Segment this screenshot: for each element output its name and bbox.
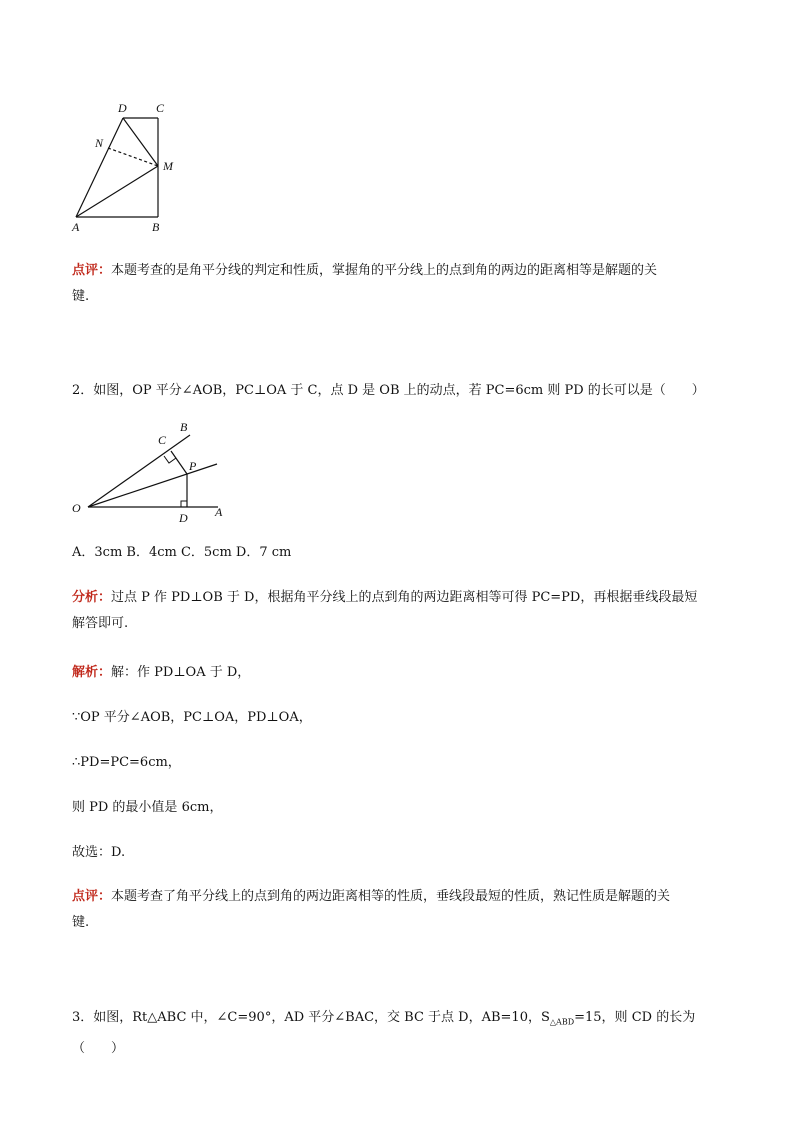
q3-stem-part2: =15，则 CD 的长为（ ） (72, 1010, 696, 1056)
solution-line2: ∵OP 平分∠AOB，PC⊥OA，PD⊥OA， (72, 710, 312, 725)
label-A: A (215, 505, 223, 519)
solution-line1: 解：作 PD⊥OA 于 D， (111, 665, 251, 680)
label-B: B (180, 420, 188, 434)
label-D: D (179, 511, 188, 525)
comment-text-line1: 本题考查的是角平分线的判定和性质，掌握角的平分线上的点到角的两边的距离相等是解题的关 (111, 263, 658, 278)
label-C: C (156, 101, 165, 115)
question-3-stem (72, 1005, 722, 1062)
question-2-options: A．3cm B．4cm C．5cm D．7 cm (72, 545, 292, 560)
question-2-analysis (72, 585, 722, 637)
solution-line5: 故选：D. (72, 845, 126, 860)
label-A: A (72, 220, 80, 234)
solution-label: 解析： (72, 665, 112, 680)
segment-DM (123, 118, 158, 166)
question-2-solution (72, 660, 722, 686)
ray-OB (88, 435, 190, 507)
comment-2-line1: 本题考查了角平分线上的点到角的两边距离相等的性质，垂线段最短的性质，熟记性质是解题的关 (111, 889, 671, 904)
comment-label: 点评： (72, 263, 112, 278)
solution-line3: ∴PD=PC=6cm， (72, 755, 181, 770)
label-O: O (72, 501, 81, 515)
label-M: M (163, 159, 173, 173)
figure-quadrilateral (60, 95, 190, 235)
analysis-label: 分析： (72, 590, 112, 605)
segment-PC (171, 451, 187, 474)
segment-NM-dashed (108, 148, 158, 166)
comment-1 (72, 258, 722, 310)
comment-text-line2: 键. (72, 289, 90, 304)
label-P: P (189, 459, 197, 473)
right-angle-mark-C (164, 456, 176, 463)
right-angle-mark-D (181, 501, 187, 507)
analysis-line2: 解答即可. (72, 616, 129, 631)
ray-OP (88, 464, 217, 507)
figure-angle-bisector (64, 415, 234, 527)
question-2-comment (72, 884, 722, 936)
label-N: N (95, 136, 104, 150)
q3-stem-part1: 3．如图，Rt△ABC 中，∠C=90°，AD 平分∠BAC，交 BC 于点 D，AB=10，S (72, 1010, 550, 1025)
label-D: D (118, 101, 127, 115)
q3-stem-subscript: △ABD (549, 1017, 575, 1027)
solution-line4: 则 PD 的最小值是 6cm， (72, 800, 223, 815)
comment-label-2: 点评： (72, 889, 112, 904)
label-C: C (158, 433, 167, 447)
analysis-line1: 过点 P 作 PD⊥OB 于 D，根据角平分线上的点到角的两边距离相等可得 PC=PD，再根据垂线段最短 (111, 590, 698, 605)
question-2-stem: 2．如图，OP 平分∠AOB，PC⊥OA 于 C，点 D 是 OB 上的动点，若 PC=6cm 则 PD 的长可以是（ ） (72, 383, 705, 398)
label-B: B (152, 220, 160, 234)
comment-2-line2: 键. (72, 915, 90, 930)
